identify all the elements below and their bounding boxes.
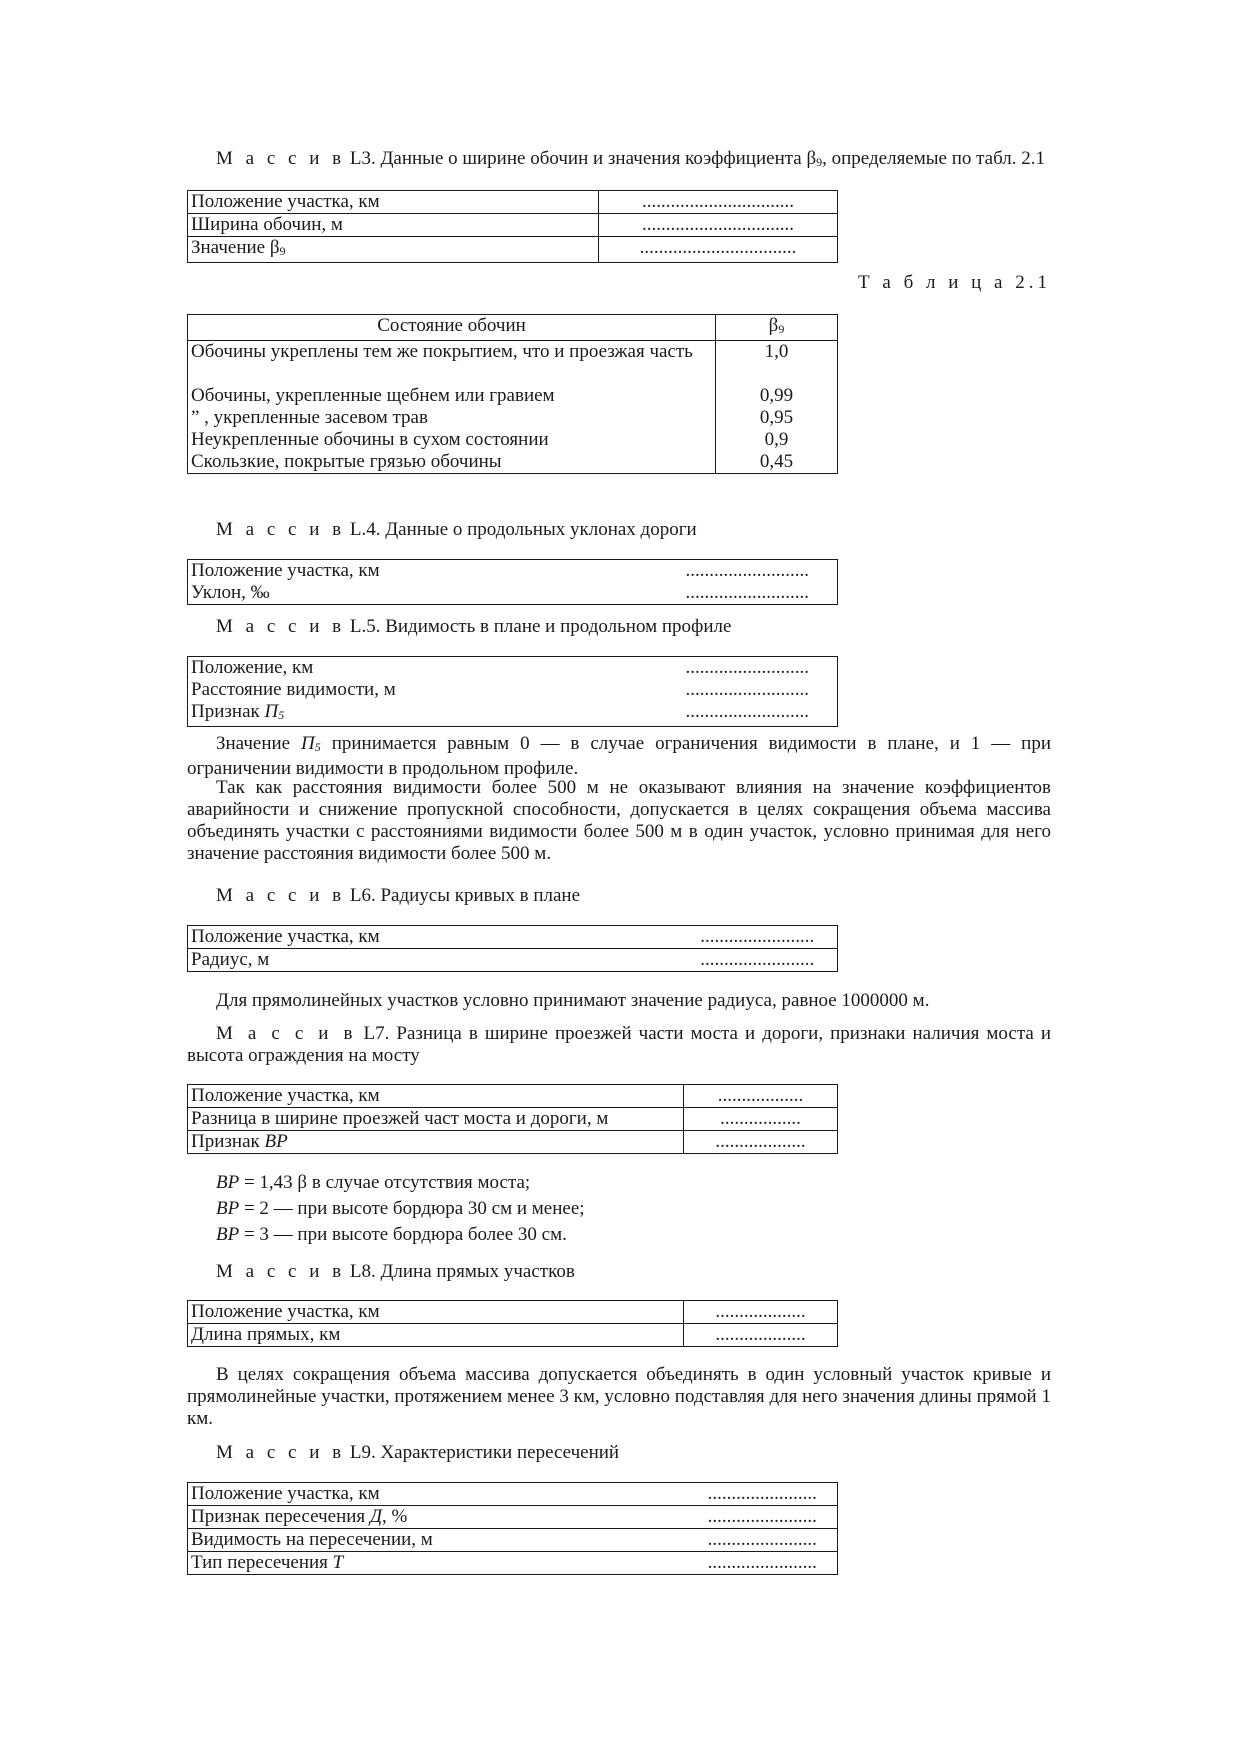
array-l7-table [187,1084,838,1154]
table-row [188,341,838,386]
bp-text: = 3 — при высоте бордюра более 30 см. [239,1224,567,1245]
row-label: Положение участка, км [188,191,599,214]
heading-text: L9. Характеристики пересечений [345,1442,620,1463]
heading-text: L7. Разница в ширине проезжей части моста и дороги, признаки наличия моста и высота ограждения на мосту [187,1023,1051,1066]
label-italic: Т [332,1552,344,1573]
heading-sub: 9 [816,155,823,169]
array-l6-heading [187,885,1051,907]
array-word: М а с с и в [216,1261,346,1282]
row-value: .......................... [658,701,838,727]
table-row [188,1131,838,1154]
table-row [188,451,838,474]
array-l9-heading [187,1442,1051,1464]
array-l3-table [187,190,838,263]
label-italic: BP [264,1131,288,1152]
note-text: Значение [216,733,302,754]
array-l5-table [187,656,838,727]
bp-text: = 1,43 β в случае отсутствия моста; [239,1172,531,1193]
array-l8-heading [187,1261,1051,1283]
table-row [188,949,838,972]
label-tail: , % [382,1506,408,1527]
row-label: Ширина обочин, м [188,214,599,237]
l6-note: Для прямолинейных участков условно принимают значение радиуса, равное 1000000 м. [216,990,930,1011]
table-row [188,1529,838,1552]
table-row [188,1085,838,1108]
bp-line [187,1172,1051,1194]
row-label [188,701,658,727]
label-sub: 5 [278,708,285,722]
row-state: ” , укрепленные засевом трав [188,407,716,429]
table-row [188,237,838,263]
l8-note: В целях сокращения объема массива допускается объединять в один условный участок кривые и прямолинейные участки, протяжением менее 3 км, условно подставляя для него значения длины прямой 1 км. [187,1364,1051,1429]
table-row [188,214,838,237]
array-word: М а с с и в [216,885,346,906]
table-row [188,1506,838,1529]
array-l9-table [187,1482,838,1575]
array-l8-table [187,1300,838,1347]
table-row [188,385,838,407]
header-state: Состояние обочин [188,315,716,341]
table-caption [187,272,1051,294]
row-value: ........................ [678,949,838,972]
bp-line [187,1198,1051,1220]
row-label: Положение участка, км [188,1301,684,1324]
array-l6-table [187,925,838,972]
l5-note-1 [187,733,1051,780]
table-row [188,429,838,451]
heading-text: L.4. Данные о продольных уклонах дороги [345,519,697,540]
note-text: принимается равным 0 — в случае ограничения видимости в плане, и 1 — при ограничении видимости в продольном профиле. [187,733,1051,779]
table-row [188,407,838,429]
array-word: М а с с и в [216,1442,346,1463]
table-row [188,1301,838,1324]
l5-note-2: Так как расстояния видимости более 500 м не оказывают влияния на значение коэффициентов аварийности и снижение пропускной способности, допускается в целях сокращения объема массива объединять участки с расстояниями видимости более 500 м в один участок, условно принимая для него значение расстояния видимости более 500 м. [187,777,1051,864]
row-value: ....................... [688,1483,838,1506]
row-value: ........................ [678,926,838,949]
label-text: Значение β [191,237,280,258]
beta-symbol: β [768,315,779,336]
array-word: М а с с и в [216,1023,357,1044]
table-row [188,1552,838,1575]
beta-sub: 9 [778,322,785,336]
bp-italic: BP [216,1198,240,1219]
table-row [188,701,838,727]
bp-line [187,1224,1051,1246]
array-word: М а с с и в [216,148,346,169]
row-label: Положение участка, км [188,926,678,949]
array-l4-table [187,559,838,605]
heading-tail: , определяемые по табл. 2.1 [822,148,1046,169]
header-beta [716,315,838,341]
heading-text: L3. Данные о ширине обочин и значения коэффициента β [345,148,817,169]
row-label [188,1506,688,1529]
row-label: Уклон, ‰ [188,582,658,605]
row-value: .......................... [658,679,838,701]
row-beta: 0,99 [716,385,838,407]
table-2-1 [187,314,838,474]
row-label [188,237,599,263]
row-label: Радиус, м [188,949,678,972]
row-value: ................................. [599,237,838,263]
row-value: .......................... [658,582,838,605]
note-italic: П [301,733,315,754]
table-row [188,1483,838,1506]
row-value: ....................... [688,1506,838,1529]
row-label [188,1552,688,1575]
row-label: Длина прямых, км [188,1324,684,1347]
row-beta: 0,95 [716,407,838,429]
row-state: Обочины укреплены тем же покрытием, что и проезжая часть [188,341,716,386]
bp-italic: BP [216,1224,240,1245]
row-value: ....................... [688,1529,838,1552]
label-italic: Д [369,1506,383,1527]
row-value: .................. [684,1085,838,1108]
table-row [188,560,838,583]
label-italic: П [264,701,279,722]
table-row [188,191,838,214]
array-l5-heading [187,616,1051,638]
row-label: Видимость на пересечении, м [188,1529,688,1552]
bp-text: = 2 — при высоте бордюра 30 см и менее; [239,1198,585,1219]
table-row [188,1108,838,1131]
row-label: Расстояние видимости, м [188,679,658,701]
row-beta: 1,0 [716,341,838,386]
row-label: Положение участка, км [188,1483,688,1506]
heading-text: L.5. Видимость в плане и продольном профиле [345,616,732,637]
row-value: ................. [684,1108,838,1131]
row-label: Положение, км [188,657,658,680]
row-value: ................................ [599,191,838,214]
caption-text: Т а б л и ц а 2.1 [858,272,1051,293]
row-beta: 0,45 [716,451,838,474]
label-text: Признак пересечения [191,1506,370,1527]
array-l3-heading [187,148,1051,173]
heading-text: L6. Радиусы кривых в плане [345,885,581,906]
row-value: .......................... [658,560,838,583]
array-l7-heading [187,1023,1051,1067]
label-text: Признак [191,701,265,722]
table-header-row [188,315,838,341]
row-beta: 0,9 [716,429,838,451]
row-value: .......................... [658,657,838,680]
row-state: Обочины, укрепленные щебнем или гравием [188,385,716,407]
bp-italic: BP [216,1172,240,1193]
row-value: ....................... [688,1552,838,1575]
note-sub: 5 [314,740,321,754]
row-value: ................... [684,1324,838,1347]
label-text: Тип пересечения [191,1552,333,1573]
row-value: ................................ [599,214,838,237]
row-value: ................... [684,1131,838,1154]
row-state: Скользкие, покрытые грязью обочины [188,451,716,474]
label-sub: 9 [279,244,286,258]
row-state: Неукрепленные обочины в сухом состоянии [188,429,716,451]
row-label: Положение участка, км [188,1085,684,1108]
row-label: Положение участка, км [188,560,658,583]
row-label [188,1131,684,1154]
table-row [188,679,838,701]
table-row [188,926,838,949]
table-row [188,1324,838,1347]
array-word: М а с с и в [216,519,346,540]
row-label: Разница в ширине проезжей част моста и дороги, м [188,1108,684,1131]
heading-text: L8. Длина прямых участков [345,1261,575,1282]
table-row [188,657,838,680]
array-word: М а с с и в [216,616,346,637]
array-l4-heading [187,519,1051,541]
table-row [188,582,838,605]
row-value: ................... [684,1301,838,1324]
label-text: Признак [191,1131,265,1152]
